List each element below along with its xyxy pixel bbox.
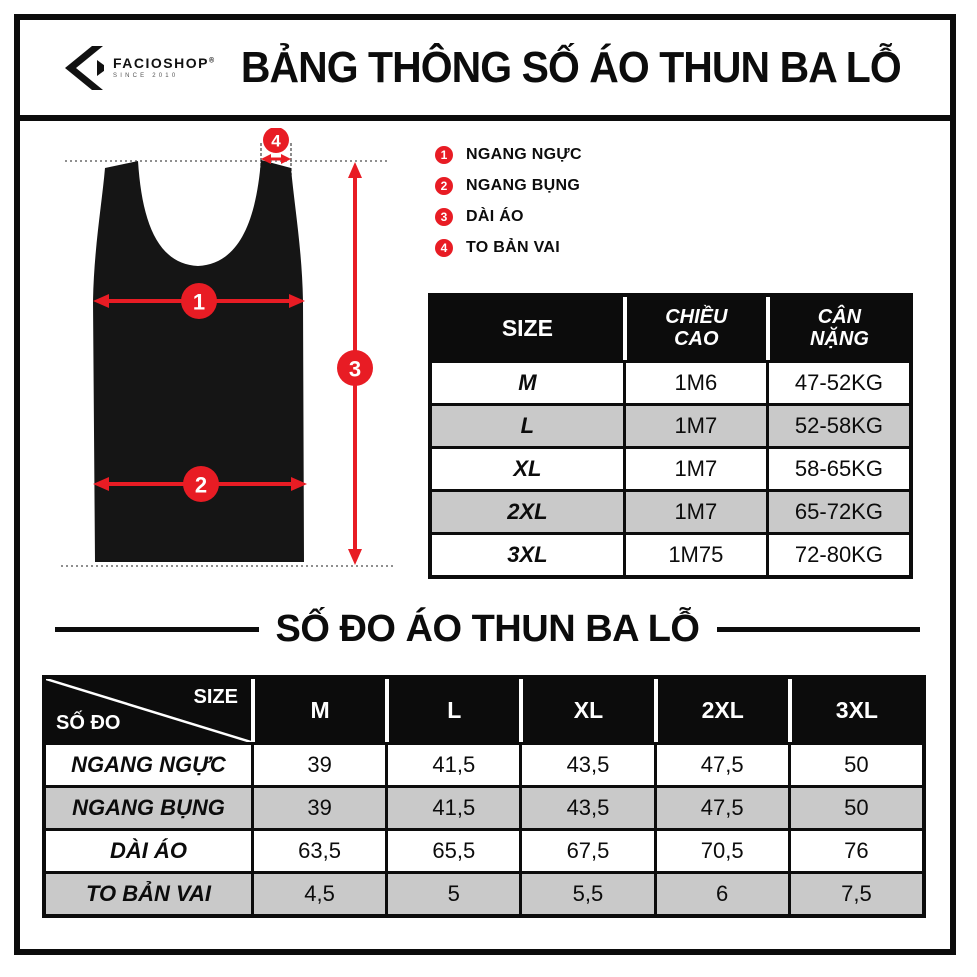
brand-name xyxy=(113,56,216,71)
column-header-3xl: 3XL xyxy=(788,679,922,742)
legend-item xyxy=(435,146,582,164)
column-header-l: L xyxy=(385,679,519,742)
corner-size-label: SIZE xyxy=(193,686,238,708)
weight-cell: 58-65KG xyxy=(766,446,909,489)
weight-cell: 47-52KG xyxy=(766,360,909,403)
table-row xyxy=(46,871,922,914)
brand-chevron-icon xyxy=(64,45,104,91)
size-height-weight-table xyxy=(428,293,913,579)
measurements-table xyxy=(42,675,926,918)
weight-cell: 52-58KG xyxy=(766,403,909,446)
outer-frame xyxy=(14,14,956,955)
brand-text xyxy=(113,56,216,79)
height-cell: 1M7 xyxy=(623,446,766,489)
value-cell: 39 xyxy=(251,742,385,785)
column-header-weight-text: CÂN NẶNG xyxy=(809,305,869,351)
height-cell: 1M7 xyxy=(623,489,766,532)
table-row xyxy=(432,489,909,532)
marker-1-number: 1 xyxy=(192,289,206,315)
height-cell: 1M7 xyxy=(623,403,766,446)
corner-header-cell xyxy=(46,679,251,742)
table-header-row xyxy=(432,297,909,360)
size-cell: XL xyxy=(432,446,623,489)
page-title xyxy=(216,43,952,93)
marker-4-number: 4 xyxy=(271,131,281,151)
table-row xyxy=(46,742,922,785)
row-label: NGANG BỤNG xyxy=(46,785,251,828)
legend-label: DÀI ÁO xyxy=(466,208,524,225)
legend-number-badge: 1 xyxy=(435,146,453,164)
page-title-text: BẢNG THÔNG SỐ ÁO THUN BA LỖ xyxy=(240,42,901,92)
column-header-height-text: CHIỀU CAO xyxy=(665,305,728,351)
legend-label: NGANG NGỰC xyxy=(466,146,582,163)
size-cell: M xyxy=(432,360,623,403)
value-cell: 7,5 xyxy=(788,871,922,914)
table-header-row xyxy=(46,679,922,742)
tank-top-diagram xyxy=(58,128,408,593)
value-cell: 43,5 xyxy=(519,785,653,828)
weight-cell: 65-72KG xyxy=(766,489,909,532)
value-cell: 70,5 xyxy=(654,828,788,871)
height-cell: 1M75 xyxy=(623,532,766,575)
header xyxy=(20,20,950,121)
value-cell: 76 xyxy=(788,828,922,871)
column-header-2xl: 2XL xyxy=(654,679,788,742)
column-header-height xyxy=(623,297,766,360)
row-label: DÀI ÁO xyxy=(46,828,251,871)
size-cell: 2XL xyxy=(432,489,623,532)
table-row xyxy=(432,403,909,446)
row-label: NGANG NGỰC xyxy=(46,742,251,785)
legend-item xyxy=(435,208,582,226)
value-cell: 63,5 xyxy=(251,828,385,871)
section-title: SỐ ĐO ÁO THUN BA LỖ xyxy=(275,607,700,650)
shoulder-measure-arrow xyxy=(261,128,291,164)
column-header-weight xyxy=(766,297,909,360)
brand-tagline: SINCE 2010 xyxy=(113,72,179,79)
size-cell: L xyxy=(432,403,623,446)
value-cell: 43,5 xyxy=(519,742,653,785)
brand-logo xyxy=(20,45,216,91)
column-header-xl: XL xyxy=(519,679,653,742)
value-cell: 39 xyxy=(251,785,385,828)
legend-label: NGANG BỤNG xyxy=(466,177,581,194)
legend-label: TO BẢN VAI xyxy=(466,239,560,256)
value-cell: 47,5 xyxy=(654,742,788,785)
divider-line-right xyxy=(717,627,921,632)
value-cell: 50 xyxy=(788,785,922,828)
divider-line-left xyxy=(55,627,259,632)
measurement-legend xyxy=(435,146,582,257)
table-row xyxy=(432,532,909,575)
value-cell: 41,5 xyxy=(385,785,519,828)
value-cell: 67,5 xyxy=(519,828,653,871)
weight-cell: 72-80KG xyxy=(766,532,909,575)
legend-number-badge: 2 xyxy=(435,177,453,195)
value-cell: 5,5 xyxy=(519,871,653,914)
marker-2-number: 2 xyxy=(194,472,208,498)
column-header-m: M xyxy=(251,679,385,742)
length-measure-arrow xyxy=(337,162,373,565)
size-cell: 3XL xyxy=(432,532,623,575)
table-row xyxy=(46,785,922,828)
marker-3-number: 3 xyxy=(348,356,362,382)
corner-sodo-label: SỐ ĐO xyxy=(56,712,121,734)
legend-number-badge: 3 xyxy=(435,208,453,226)
value-cell: 4,5 xyxy=(251,871,385,914)
value-cell: 65,5 xyxy=(385,828,519,871)
brand-name-text: FACIOSHOP xyxy=(113,55,209,71)
legend-item xyxy=(435,239,582,257)
table-row xyxy=(432,360,909,403)
section-title-row xyxy=(20,601,950,657)
legend-number-badge: 4 xyxy=(435,239,453,257)
value-cell: 41,5 xyxy=(385,742,519,785)
value-cell: 5 xyxy=(385,871,519,914)
content-area xyxy=(20,121,950,949)
value-cell: 6 xyxy=(654,871,788,914)
column-header-size: SIZE xyxy=(432,297,623,360)
table-row xyxy=(432,446,909,489)
row-label: TO BẢN VAI xyxy=(46,871,251,914)
brand-reg-mark: ® xyxy=(208,57,216,65)
value-cell: 50 xyxy=(788,742,922,785)
table-row xyxy=(46,828,922,871)
height-cell: 1M6 xyxy=(623,360,766,403)
legend-item xyxy=(435,177,582,195)
value-cell: 47,5 xyxy=(654,785,788,828)
